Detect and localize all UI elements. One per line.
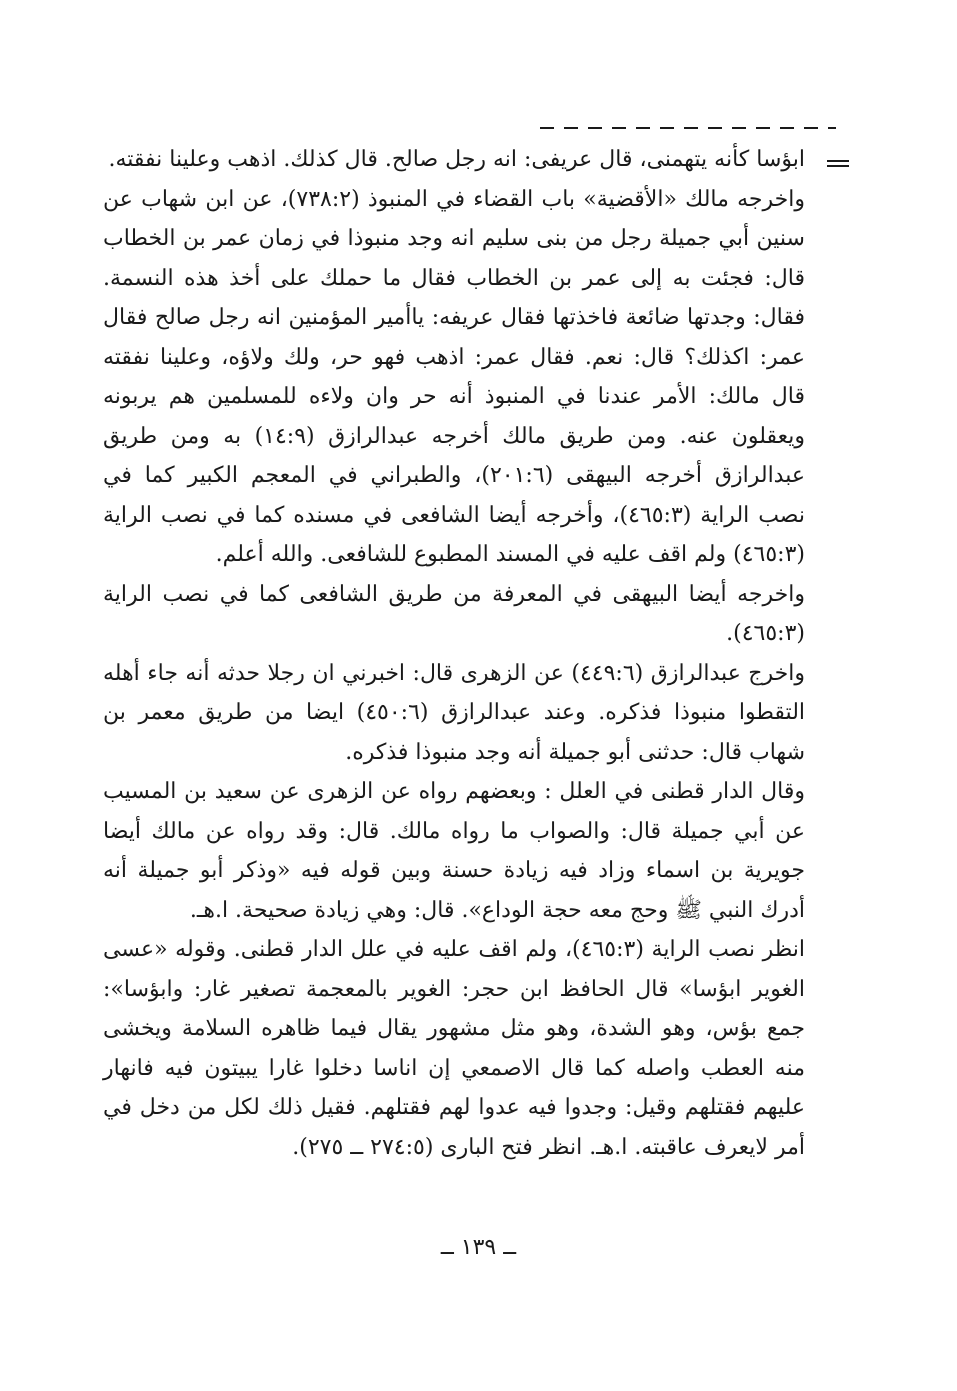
footnote-paragraph: واخرجه أيضا البيهقى في المعرفة من طريق الشافعى كما في نصب الراية (٤٦٥:٣). [103, 581, 805, 646]
footnote-separator [540, 122, 840, 134]
footnote-text [103, 140, 805, 1167]
footnote-paragraph: واخرج عبدالرازق (٤٤٩:٦) عن الزهرى قال: اخبرني ان رجلا حدثه أنه جاء أهله التقطوا منبوذا فذكره. وعند عبدالرازق (٤٥٠:٦) ايضا من طريق معمر بن شهاب قال: حدثنى أبو جميلة أنه وجد منبوذا فذكره. [103, 660, 806, 765]
page-number: ــ ١٣٩ ــ [440, 1235, 517, 1260]
footnote-paragraph: وقال الدار قطنى في العلل : وبعضهم رواه عن الزهرى عن سعيد بن المسيب عن أبي جميلة قال: والصواب ما رواه مالك. قال: وقد رواه عن مالك أيضا جويرية بن اسماء وزاد فيه زيادة حسنة وبين قوله فيه «وذكر أبو جميلة أنه أدرك النبي ﷺ وحج معه حجة الوداع». قال: وهي زيادة صحيحة. ا.هـ. [103, 779, 805, 923]
footnote-paragraph: انظر نصب الراية (٤٦٥:٣)، ولم اقف عليه في علل الدار قطنى. وقوله «عسى الغوير ابؤسا» قال الحافظ ابن حجر: الغوير بالمعجمة تصغير غار: وابؤسا»: جمع بؤس، وهو الشدة، وهو مثل مشهور يقال فيما ظاهره السلامة ويخشى منه العطب واصله كما قال الاصمعي إن اناسا دخلوا غارا يبيتون فيه فانهار عليهم فقتلهم وقيل: وجدوا فيه عدوا لهم فقتلهم. فقيل ذلك لكل من دخل في أمر لايعرف عاقبته. ا.هـ. انظر فتح البارى (٢٧٤:٥ ــ ٢٧٥). [103, 937, 805, 1160]
footnote-paragraph: ابؤسا كأنه يتهمنى، قال عريفى: انه رجل صالح. قال كذلك. اذهب وعلينا نفقته. [108, 147, 805, 172]
footnote-paragraph: واخرجه مالك «الأقضية» باب القضاء في المنبوذ (٧٣٨:٢)، عن ابن شهاب عن سنين أبي جميلة رجل من بنى سليم انه وجد منبوذا في زمان عمر بن الخطاب قال: فجئت به إلى عمر بن الخطاب فقال ما حملك على أخذ هذه النسمة. فقال: وجدتها ضائعة فاخذتها فقال عريفه: ياأمير المؤمنين انه رجل صالح فقال عمر: اكذلك؟ قال: نعم. فقال عمر: اذهب فهو حر، ولك ولاؤه، وعلينا نفقته قال مالك: الأمر عندنا في المنبوذ أنه حر وان ولاءه للمسلمين هم يربونه ويعقلون عنه. ومن طريق مالك أخرجه عبدالرازق (١٤:٩) به ومن طريق عبدالرازق أخرجه البيهقى (٢٠١:٦)، والطبراني في المعجم الكبير كما في نصب الراية (٤٦٥:٣)، وأخرجه أيضا الشافعى في مسنده كما في نصب الراية (٤٦٥:٣) ولم اقف عليه في المسند المطبوع للشافعى. والله أعلم. [103, 186, 805, 567]
footnote-continuation-mark [827, 160, 849, 172]
